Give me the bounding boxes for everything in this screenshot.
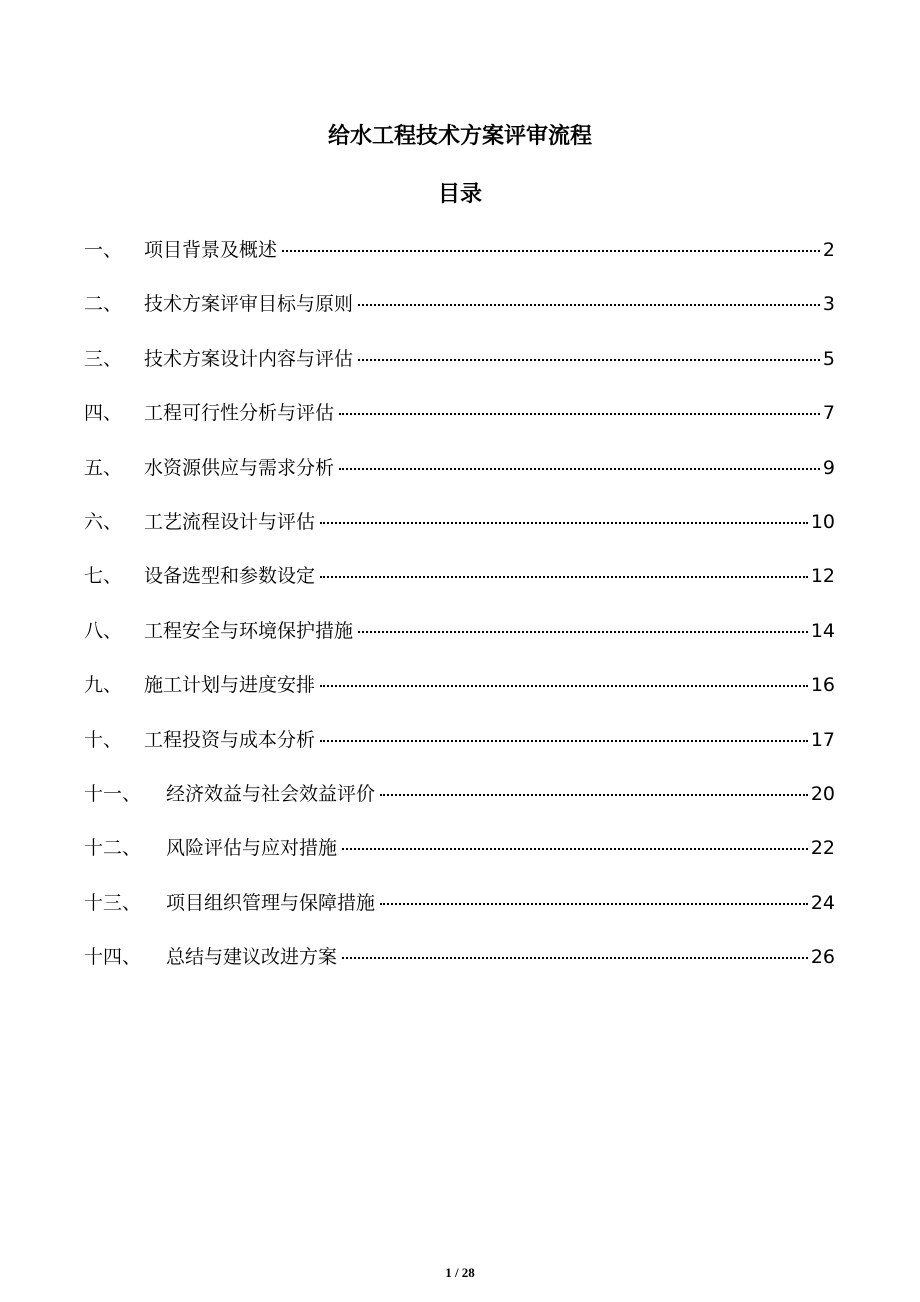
toc-entry-title: 设备选型和参数设定	[144, 565, 316, 588]
toc-entry-title: 项目组织管理与保障措施	[166, 891, 376, 914]
toc-entry-number: 八、	[84, 619, 123, 642]
toc-dot-leader	[358, 359, 820, 361]
toc-entry[interactable]	[84, 451, 835, 505]
toc-entry-page: 20	[810, 782, 835, 805]
toc-entry-page: 7	[822, 402, 835, 425]
document-title: 给水工程技术方案评审流程	[327, 124, 592, 149]
toc-dot-leader	[339, 413, 820, 415]
toc-entry-title: 技术方案评审目标与原则	[144, 293, 354, 316]
toc-entry-page: 26	[810, 946, 835, 969]
toc-entry-number: 十、	[84, 728, 123, 751]
toc-entry-page: 22	[810, 837, 835, 860]
toc-entry-page: 5	[822, 347, 835, 370]
toc-entry-number: 三、	[84, 347, 123, 370]
toc-entry-page: 3	[822, 293, 835, 316]
toc-entry-number: 十四、	[84, 946, 142, 969]
toc-entry-title: 经济效益与社会效益评价	[166, 782, 376, 805]
toc-entry-title: 总结与建议改进方案	[166, 946, 338, 969]
toc-entry-page: 16	[810, 674, 835, 697]
toc-dot-leader	[358, 304, 820, 306]
toc-entry-page: 12	[810, 565, 835, 588]
table-of-contents	[84, 233, 835, 994]
toc-entry[interactable]	[84, 342, 835, 396]
toc-entry[interactable]	[84, 396, 835, 450]
toc-entry[interactable]	[84, 831, 835, 885]
toc-entry[interactable]	[84, 668, 835, 722]
toc-dot-leader	[282, 250, 820, 252]
toc-entry-number: 十三、	[84, 891, 142, 914]
toc-entry-page: 9	[822, 456, 835, 479]
toc-entry-number: 四、	[84, 402, 123, 425]
toc-entry[interactable]	[84, 886, 835, 940]
toc-entry[interactable]	[84, 505, 835, 559]
toc-entry[interactable]	[84, 723, 835, 777]
toc-entry-page: 24	[810, 891, 835, 914]
toc-dot-leader	[320, 685, 808, 687]
toc-heading: 目录	[437, 182, 482, 207]
toc-dot-leader	[358, 631, 808, 633]
toc-entry-number: 六、	[84, 510, 123, 533]
toc-entry[interactable]	[84, 777, 835, 831]
toc-entry-title: 工程安全与环境保护措施	[144, 619, 354, 642]
toc-entry-page: 2	[822, 239, 835, 261]
toc-dot-leader	[320, 576, 808, 578]
toc-entry[interactable]	[84, 233, 835, 287]
toc-entry-title: 工程投资与成本分析	[144, 728, 316, 751]
toc-entry-number: 一、	[84, 239, 123, 261]
toc-entry-number: 二、	[84, 293, 123, 316]
toc-entry-title: 技术方案设计内容与评估	[144, 347, 354, 370]
toc-entry-number: 十二、	[84, 837, 142, 860]
toc-dot-leader	[339, 468, 820, 470]
toc-entry[interactable]	[84, 614, 835, 668]
toc-entry-title: 风险评估与应对措施	[166, 837, 338, 860]
toc-entry-title: 施工计划与进度安排	[144, 674, 316, 697]
toc-entry-page: 10	[810, 510, 835, 533]
toc-entry-title: 工程可行性分析与评估	[144, 402, 335, 425]
toc-entry-number: 十一、	[84, 782, 142, 805]
toc-entry-number: 九、	[84, 674, 123, 697]
toc-entry-page: 17	[810, 728, 835, 751]
toc-entry-title: 项目背景及概述	[144, 239, 278, 261]
toc-entry[interactable]	[84, 559, 835, 613]
toc-entry-number: 五、	[84, 456, 123, 479]
toc-entry[interactable]	[84, 940, 835, 994]
toc-entry[interactable]	[84, 287, 835, 341]
toc-dot-leader	[342, 957, 808, 959]
toc-entry-page: 14	[810, 619, 835, 642]
toc-dot-leader	[342, 848, 808, 850]
toc-entry-title: 工艺流程设计与评估	[144, 510, 316, 533]
toc-dot-leader	[320, 740, 808, 742]
toc-dot-leader	[320, 522, 808, 524]
page-number-footer: 1 / 28	[445, 1265, 475, 1280]
toc-entry-number: 七、	[84, 565, 123, 588]
toc-entry-title: 水资源供应与需求分析	[144, 456, 335, 479]
toc-dot-leader	[380, 903, 808, 905]
toc-dot-leader	[380, 794, 808, 796]
